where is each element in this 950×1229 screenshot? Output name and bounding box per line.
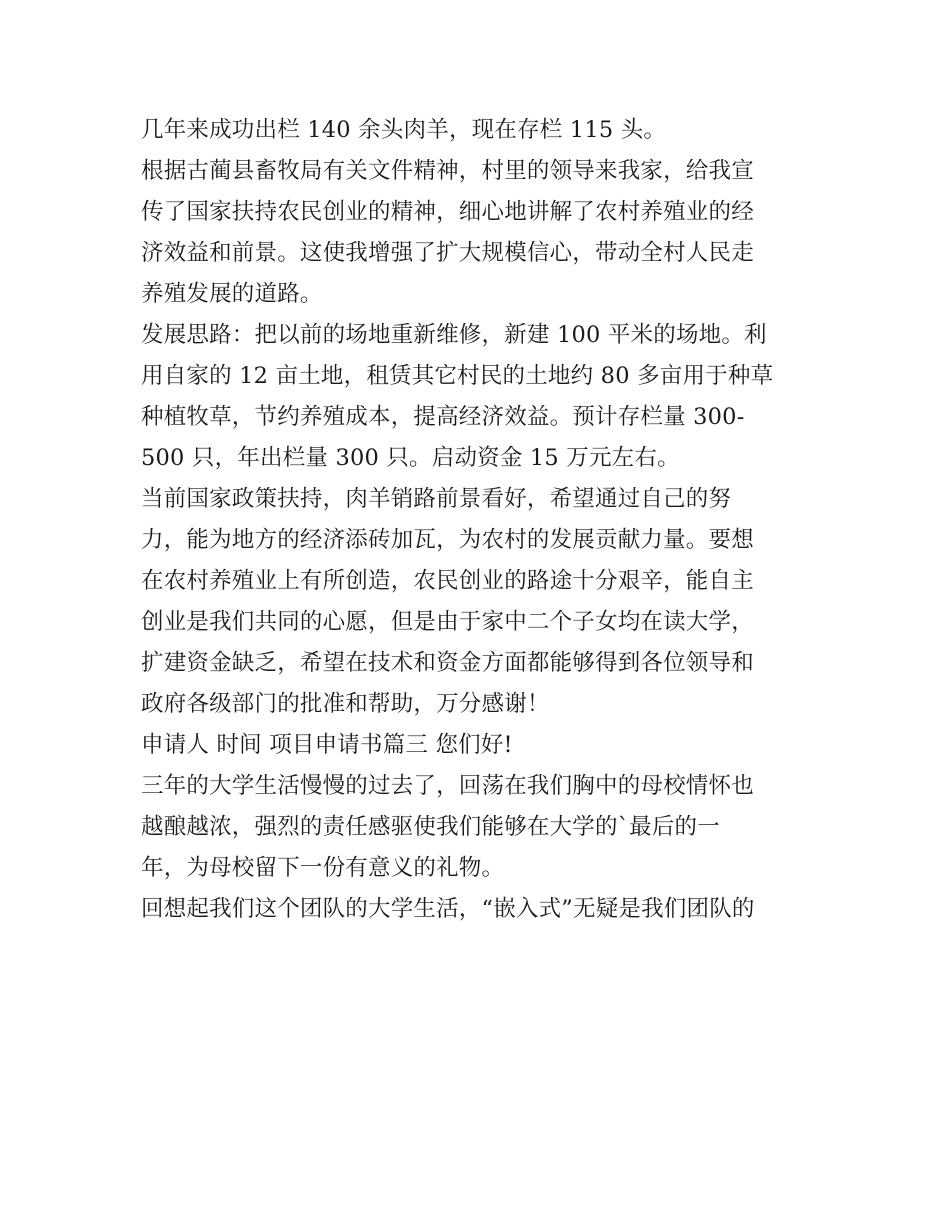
text-line: 种植牧草，节约养殖成本，提高经济效益。预计存栏量 300- xyxy=(141,404,745,430)
text-line: 500 只，年出栏量 300 只。启动资金 15 万元左右。 xyxy=(141,445,680,471)
text-line: 养殖发展的道路。 xyxy=(141,281,323,307)
text-line: 在农村养殖业上有所创造，农民创业的路途十分艰辛，能自主 xyxy=(141,568,754,594)
text-line: 政府各级部门的批准和帮助，万分感谢！ xyxy=(141,691,550,717)
text-line: 三年的大学生活慢慢的过去了，回荡在我们胸中的母校情怀也 xyxy=(141,773,754,799)
text-line: 几年来成功出栏 140 余头肉羊，现在存栏 115 头。 xyxy=(141,117,667,143)
document-body xyxy=(141,110,816,930)
text-line: 年，为母校留下一份有意义的礼物。 xyxy=(141,855,505,881)
text-line: 用自家的 12 亩土地，租赁其它村民的土地约 80 多亩用于种草 xyxy=(141,363,774,389)
text-line: 扩建资金缺乏，希望在技术和资金方面都能够得到各位领导和 xyxy=(141,650,754,676)
text-line: 创业是我们共同的心愿，但是由于家中二个子女均在读大学， xyxy=(141,609,754,635)
text-line: 回想起我们这个团队的大学生活，“嵌入式”无疑是我们团队的 xyxy=(141,896,755,922)
text-line: 发展思路：把以前的场地重新维修，新建 100 平米的场地。利 xyxy=(141,322,767,348)
text-line: 根据古蔺县畜牧局有关文件精神，村里的领导来我家，给我宣 xyxy=(141,158,754,184)
text-line: 申请人 时间 项目申请书篇三 您们好! xyxy=(141,732,513,758)
text-line: 传了国家扶持农民创业的精神，细心地讲解了农村养殖业的经 xyxy=(141,199,754,225)
text-line: 济效益和前景。这使我增强了扩大规模信心，带动全村人民走 xyxy=(141,240,754,266)
text-line: 越酿越浓，强烈的责任感驱使我们能够在大学的`最后的一 xyxy=(141,814,720,840)
text-line: 当前国家政策扶持，肉羊销路前景看好，希望通过自己的努 xyxy=(141,486,732,512)
text-line: 力，能为地方的经济添砖加瓦，为农村的发展贡献力量。要想 xyxy=(141,527,754,553)
